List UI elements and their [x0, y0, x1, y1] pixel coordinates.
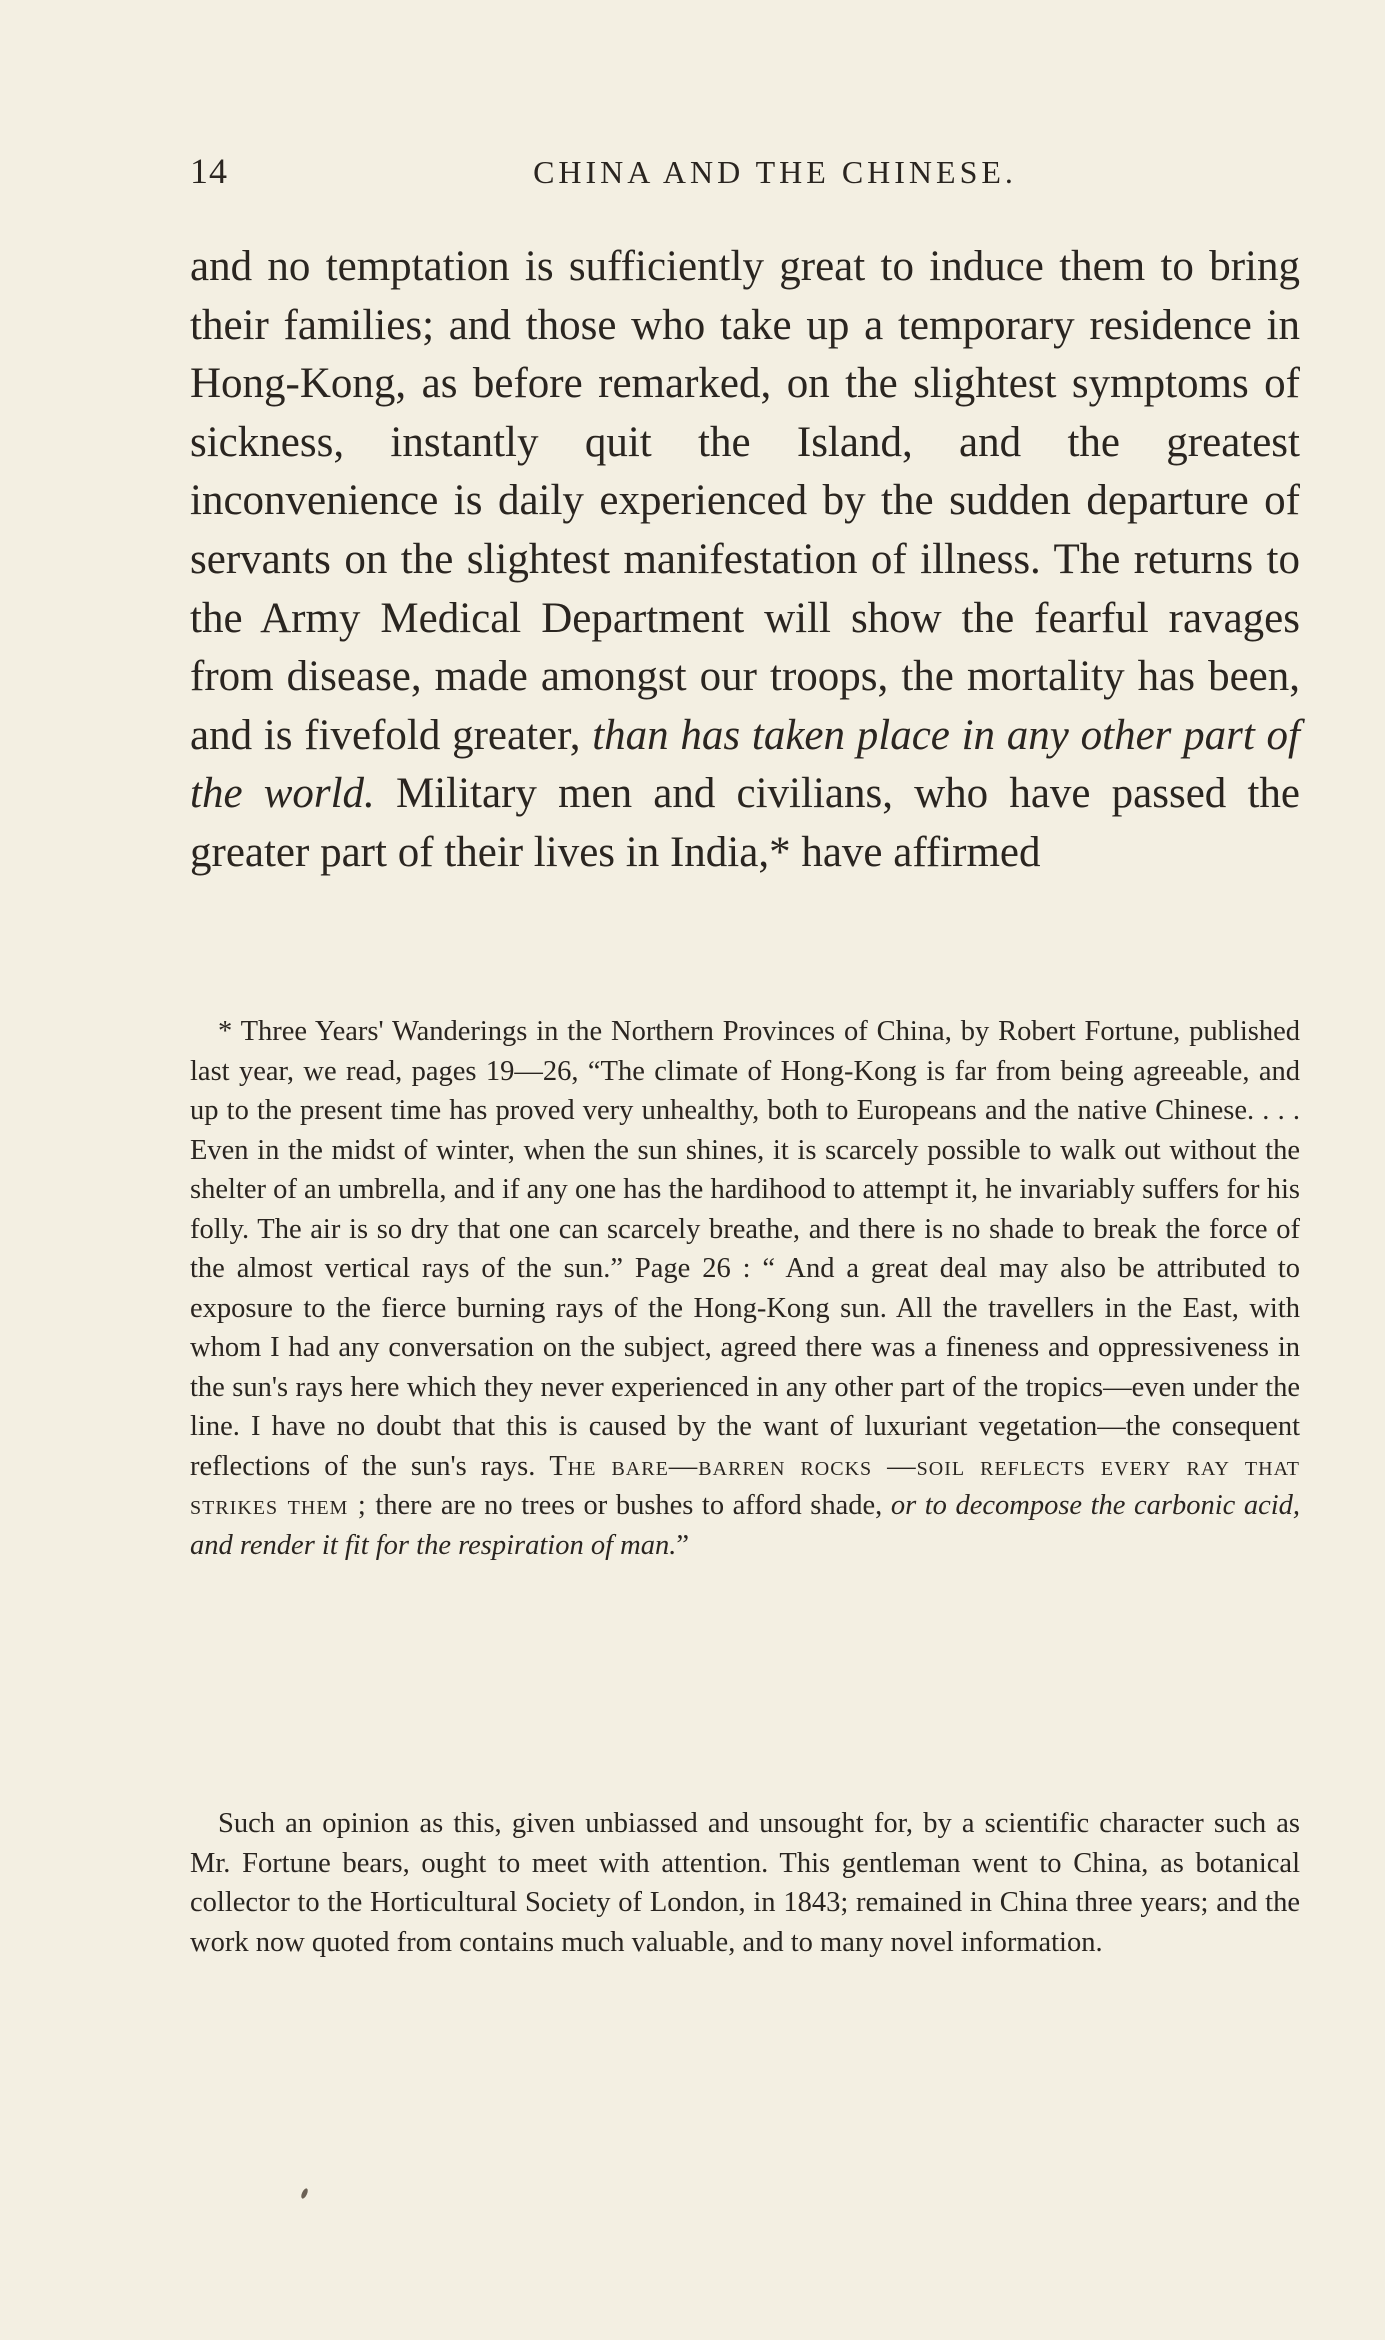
main-text-part-1: and no temptation is sufficiently great to induce them to bring their families; and those who take up a temporary residence in Hong-Kong, as before remarked, on the slightest symptoms of sickness, instantly quit the Island, and the greatest inconvenience is daily experienced by the sudden departure of servants on the slightest manifestation of illness. The returns to the Army Medical Department will show the fearful ravages from disease, made amongst our troops, the mortality has been, and is fivefold greater,	[190, 243, 1300, 759]
footnote-smallcaps: The bare—barren rocks —soil reflects every ray that strikes them ;	[190, 1450, 1301, 1521]
running-title: CHINA AND THE CHINESE.	[533, 154, 1017, 190]
main-paragraph	[190, 238, 1300, 883]
footnote-text-part-2: there are no trees or bushes to afford shade,	[375, 1490, 883, 1521]
ink-speck	[300, 2187, 309, 2199]
page-number: 14	[190, 151, 228, 191]
footnote-text-part-1: * Three Years' Wanderings in the Northern Provinces of China, by Robert Fortune, published last year, we read, pages 19—26, “The climate of Hong-Kong is far from being agreeable, and up to the present time has proved very unhealthy, both to Europeans and the native Chinese. . . . Even in the midst of winter, when the sun shines, it is scarcely possible to walk out without the shelter of an umbrella, and if any one has the hardihood to attempt it, he invariably suffers for his folly. The air is so dry that one can scarcely breathe, and there is no shade to break the force of the almost vertical rays of the sun.” Page 26 : “ And a great deal may also be attributed to exposure to the fierce burning rays of the Hong-Kong sun. All the travellers in the East, with whom I had any conversation on the subject, agreed there was a fineness and oppressiveness in the sun's rays here which they never experienced in any other part of the tropics—even under the line. I have no doubt that this is caused by the want of luxuriant vegetation—the consequent reflections of the sun's rays.	[190, 1016, 1300, 1482]
commentary-paragraph: Such an opinion as this, given unbiassed and unsought for, by a scientific character such as Mr. Fortune bears, ought to meet with attention. This gentleman went to China, as botanical collector to the Horticultural Society of London, in 1843; remained in China three years; and the work now quoted from contains much valuable, and to many novel information.	[190, 1808, 1300, 1958]
footnote-italic: or to decompose the carbonic acid, and render it fit for the respiration of man.	[190, 1490, 1301, 1561]
page-header	[190, 150, 1300, 200]
footnote	[190, 1012, 1300, 1565]
main-text-part-2: Military men and civilians, who have passed the greater part of their lives in India,* have affirmed	[190, 770, 1300, 876]
footnote-closing-quote: ”	[676, 1529, 689, 1561]
main-text-italic: than has taken place in any other part of the world.	[190, 711, 1301, 818]
